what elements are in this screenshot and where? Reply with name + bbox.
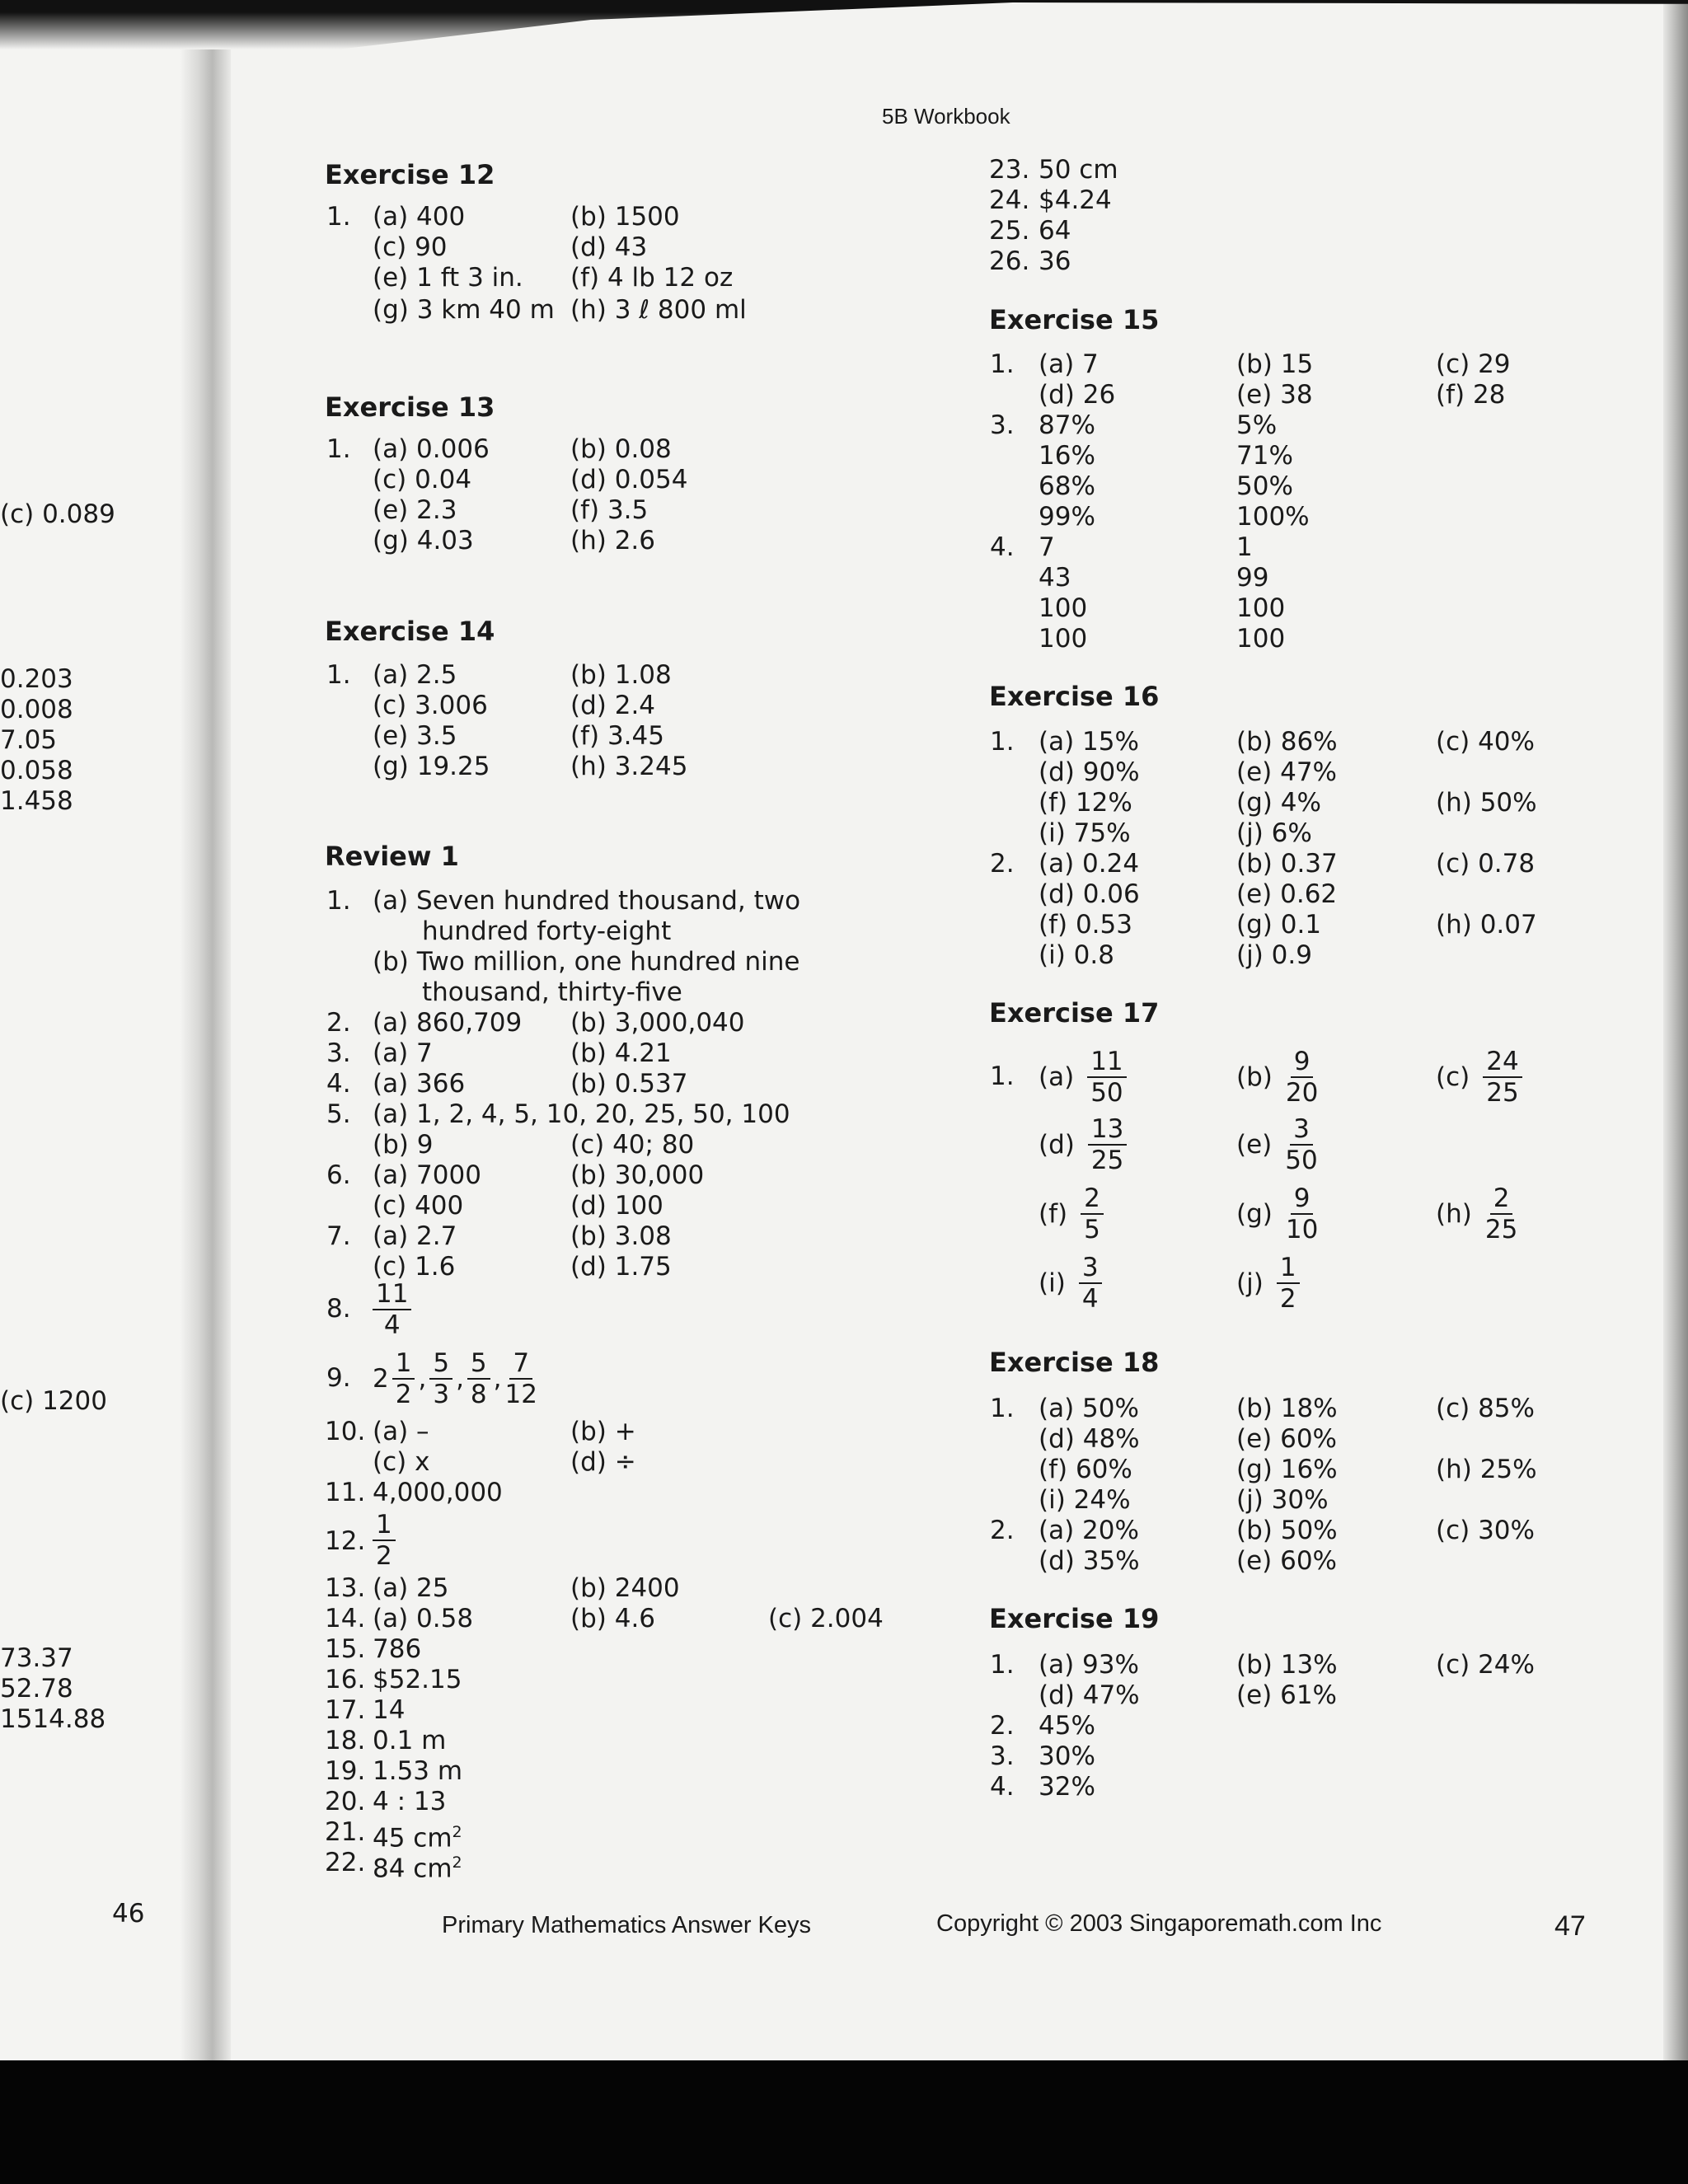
question-number: 14. [325, 1604, 366, 1633]
answer: (e) 60% [1236, 1546, 1338, 1576]
answer: 99 [1236, 563, 1269, 593]
answer: 0.1 m [373, 1726, 447, 1755]
question-number: 4. [990, 1772, 1015, 1802]
answer: 30% [1039, 1741, 1095, 1771]
answer: (e) 60% [1236, 1424, 1338, 1454]
answer: (c) x [373, 1447, 430, 1477]
answer: (a) 7000 [373, 1160, 481, 1190]
answer-value: 84 cm [373, 1854, 452, 1884]
answer: (b) 15 [1236, 349, 1314, 379]
answer: 4,000,000 [373, 1478, 503, 1507]
answer: (e) 3.5 [373, 721, 457, 751]
answer: 50% [1236, 471, 1293, 501]
answer: 16% [1039, 441, 1095, 471]
answer: (c) 24% [1436, 1650, 1535, 1680]
answer: (a) 400 [373, 202, 466, 232]
answer: (d) ÷ [570, 1447, 636, 1477]
part-label: (g) [1236, 1198, 1273, 1229]
answer: (g) 19.25 [373, 752, 490, 781]
fraction [373, 1279, 411, 1340]
answer: 5% [1236, 410, 1278, 440]
answer: (i) 75% [1039, 818, 1131, 848]
answer: (g) 4% [1236, 788, 1321, 818]
question-number: 1. [990, 1394, 1015, 1423]
footer-title: Primary Mathematics Answer Keys [442, 1912, 812, 1938]
part-label: (d) [1039, 1129, 1075, 1160]
question-number: 20. [325, 1787, 366, 1816]
numerator: 3 [1079, 1253, 1102, 1284]
answer: (b) 0.08 [570, 434, 672, 464]
numerator: 5 [429, 1348, 452, 1380]
answer: (a) 860,709 [373, 1008, 523, 1038]
denominator: 25 [1486, 1078, 1519, 1108]
question-number: 11. [325, 1478, 366, 1507]
question-number: 2. [990, 849, 1015, 879]
answer: (e) 2.3 [373, 495, 457, 525]
question-number: 1. [326, 202, 351, 232]
fraction-answer [1236, 1047, 1318, 1108]
answer: (a) 2.7 [373, 1221, 457, 1251]
answer: (b) Two million, one hundred nine [373, 947, 800, 977]
denominator: 10 [1285, 1215, 1319, 1244]
answer: (g) 0.1 [1236, 910, 1322, 940]
answer: 36 [1039, 246, 1071, 276]
answer: (c) 2.004 [768, 1604, 884, 1633]
denominator: 3 [433, 1380, 450, 1409]
part-label: (f) [1039, 1198, 1068, 1229]
answer: (a) 0.58 [373, 1604, 474, 1633]
answer: (a) Seven hundred thousand, two [373, 886, 801, 916]
question-number: 3. [990, 1741, 1015, 1771]
answer: (h) 0.07 [1436, 910, 1537, 940]
exercise-16-heading: Exercise 16 [989, 681, 1160, 712]
whole-number: 2 [373, 1363, 389, 1394]
answer: (d) 0.054 [570, 465, 688, 494]
page-edge-shadow [1663, 0, 1688, 2060]
exercise-17-heading: Exercise 17 [989, 997, 1160, 1029]
answer: (b) 4.6 [570, 1604, 656, 1633]
denominator: 20 [1285, 1078, 1319, 1108]
answer: (j) 30% [1236, 1485, 1329, 1515]
answer: (d) 43 [570, 232, 648, 262]
part-label: (i) [1039, 1268, 1066, 1298]
numerator: 11 [1087, 1047, 1126, 1078]
exercise-13-heading: Exercise 13 [325, 391, 495, 423]
answer: (a) 2.5 [373, 660, 457, 690]
fraction [373, 1510, 396, 1571]
numerator: 5 [467, 1348, 490, 1380]
fraction-answer [1436, 1047, 1522, 1108]
numerator: 1 [373, 1510, 396, 1541]
exercise-15-heading: Exercise 15 [989, 304, 1160, 335]
answer: (e) 61% [1236, 1680, 1338, 1710]
answer: (f) 28 [1436, 380, 1506, 410]
question-number: 2. [990, 1516, 1015, 1545]
question-number: 1. [990, 727, 1015, 757]
numerator: 1 [392, 1348, 415, 1380]
answer: (a) 366 [373, 1069, 466, 1099]
fraction-answer [1236, 1183, 1318, 1244]
numerator: 1 [1277, 1253, 1300, 1284]
question-number: 12. [325, 1526, 366, 1556]
question-number: 18. [325, 1726, 366, 1755]
question-number: 9. [326, 1363, 351, 1393]
fraction-answer [1436, 1183, 1517, 1244]
question-number: 2. [326, 1008, 351, 1038]
question-number: 21. [325, 1817, 366, 1847]
answer: (b) + [570, 1417, 636, 1446]
answer: (d) 48% [1039, 1424, 1140, 1454]
answer: (a) 93% [1039, 1650, 1139, 1680]
answer: (d) 0.06 [1039, 879, 1140, 909]
question-number: 24. [989, 185, 1030, 215]
answer: (e) 1 ft 3 in. [373, 263, 523, 293]
denominator: 12 [504, 1380, 537, 1409]
part-label: (j) [1236, 1268, 1264, 1298]
exercise-19-heading: Exercise 19 [989, 1603, 1160, 1634]
question-number: 2. [990, 1711, 1015, 1741]
part-label: (b) [1236, 1062, 1273, 1092]
answer: (b) 9 [373, 1130, 434, 1160]
question-number: 10. [325, 1417, 366, 1446]
answer: 64 [1039, 216, 1071, 246]
prev-page-number: 46 [112, 1899, 145, 1929]
question-number: 17. [325, 1695, 366, 1725]
exercise-14-heading: Exercise 14 [325, 616, 495, 647]
answer: (d) 90% [1039, 757, 1140, 787]
answer: (b) 13% [1236, 1650, 1338, 1680]
question-number: 22. [325, 1848, 366, 1877]
answer: thousand, thirty-five [422, 977, 682, 1007]
fraction-answer [1236, 1253, 1300, 1314]
denominator: 2 [395, 1380, 412, 1409]
numerator: 9 [1291, 1047, 1314, 1078]
answer: 32% [1039, 1772, 1095, 1802]
question-number: 4. [990, 532, 1015, 562]
answer: (j) 0.9 [1236, 940, 1312, 970]
answer: (d) 35% [1039, 1546, 1140, 1576]
denominator: 2 [1279, 1284, 1296, 1314]
answer: (d) 100 [570, 1191, 663, 1221]
answer: (a) 7 [1039, 349, 1099, 379]
answer: (a) 0.006 [373, 434, 490, 464]
page-number: 47 [1554, 1910, 1586, 1942]
answer: (b) 50% [1236, 1516, 1338, 1545]
question-number: 25. [989, 216, 1030, 246]
prev-page-fragment: 0.058 [0, 756, 73, 785]
exponent: 2 [452, 1854, 462, 1872]
answer: 100 [1236, 593, 1286, 623]
denominator: 8 [470, 1380, 487, 1409]
answer: 87% [1039, 410, 1095, 440]
answer: 4 : 13 [373, 1787, 447, 1816]
separator: , [456, 1363, 464, 1394]
answer: (b) 18% [1236, 1394, 1338, 1423]
question-number: 1. [990, 349, 1015, 379]
numerator: 9 [1291, 1183, 1314, 1215]
question-number: 1. [326, 886, 351, 916]
answer: (b) 3.08 [570, 1221, 672, 1251]
answer: (c) 40% [1436, 727, 1535, 757]
numerator: 7 [509, 1348, 532, 1380]
answer: 14 [373, 1695, 406, 1725]
answer: (a) 1, 2, 4, 5, 10, 20, 25, 50, 100 [373, 1099, 790, 1129]
prev-page-fragment: 7.05 [0, 725, 58, 755]
answer: (b) 0.37 [1236, 849, 1338, 879]
answer: (c) 1.6 [373, 1252, 456, 1282]
answer: (c) 30% [1436, 1516, 1535, 1545]
answer: (e) 47% [1236, 757, 1338, 787]
answer: (g) 4.03 [373, 526, 474, 555]
answer: (b) 1.08 [570, 660, 672, 690]
numerator: 24 [1483, 1047, 1522, 1078]
question-number: 15. [325, 1634, 366, 1664]
answer: 99% [1039, 502, 1095, 532]
answer: (d) 1.75 [570, 1252, 672, 1282]
answer: (b) 4.21 [570, 1038, 672, 1068]
answer: (e) 0.62 [1236, 879, 1338, 909]
question-number: 23. [989, 155, 1030, 185]
denominator: 5 [1084, 1215, 1100, 1244]
footer-copyright: Copyright © 2003 Singaporemath.com Inc [936, 1910, 1382, 1937]
answer: (f) 3.5 [570, 495, 649, 525]
answer: (h) 3 ℓ 800 ml [570, 295, 747, 325]
fraction-answer [1039, 1114, 1127, 1175]
denominator: 2 [376, 1541, 392, 1571]
answer: (d) 2.4 [570, 691, 656, 720]
answer: 1 [1236, 532, 1253, 562]
answer: 100% [1236, 502, 1310, 532]
prev-page-fragment: 1514.88 [0, 1704, 106, 1734]
question-number: 19. [325, 1756, 366, 1786]
answer: (f) 3.45 [570, 721, 664, 751]
numerator: 2 [1081, 1183, 1104, 1215]
answer: (b) 0.537 [570, 1069, 688, 1099]
answer: (j) 6% [1236, 818, 1312, 848]
previous-page-margin [0, 0, 231, 2060]
question-number: 13. [325, 1573, 366, 1603]
answer: (a) 7 [373, 1038, 433, 1068]
answer: (c) 85% [1436, 1394, 1535, 1423]
part-label: (h) [1436, 1198, 1472, 1229]
answer: (f) 4 lb 12 oz [570, 263, 734, 293]
answer: (h) 3.245 [570, 752, 688, 781]
answer: (b) 1500 [570, 202, 680, 232]
question-number: 3. [990, 410, 1015, 440]
answer: (a) 50% [1039, 1394, 1139, 1423]
fraction-answer [1039, 1253, 1102, 1314]
answer: $4.24 [1039, 185, 1112, 215]
question-number: 4. [326, 1069, 351, 1099]
answer: (a) 15% [1039, 727, 1139, 757]
denominator: 50 [1285, 1146, 1318, 1175]
answer: (a) 25 [373, 1573, 449, 1603]
answer: (f) 60% [1039, 1455, 1132, 1484]
answer-value: 45 cm [373, 1823, 452, 1854]
answer: 45% [1039, 1711, 1095, 1741]
answer: 68% [1039, 471, 1095, 501]
fraction-list [373, 1348, 537, 1409]
fraction-answer [1039, 1047, 1127, 1108]
answer: (c) 3.006 [373, 691, 488, 720]
question-number: 1. [990, 1650, 1015, 1680]
denominator: 25 [1090, 1146, 1124, 1175]
question-number: 1. [990, 1062, 1015, 1091]
numerator: 13 [1088, 1114, 1127, 1146]
denominator: 25 [1484, 1215, 1518, 1244]
answer: (f) 0.53 [1039, 910, 1132, 940]
prev-page-fragment: (c) 0.089 [0, 499, 115, 529]
answer: (c) 90 [373, 232, 448, 262]
question-number: 16. [325, 1665, 366, 1694]
answer: (a) 0.24 [1039, 849, 1140, 879]
question-number: 8. [326, 1294, 351, 1324]
answer: (b) 3,000,040 [570, 1008, 745, 1038]
answer: (a) 20% [1039, 1516, 1139, 1545]
part-label: (c) [1436, 1062, 1470, 1092]
prev-page-fragment: 1.458 [0, 786, 73, 816]
answer: (f) 12% [1039, 788, 1132, 818]
answer: 43 [1039, 563, 1071, 593]
answer: (g) 16% [1236, 1455, 1338, 1484]
top-shadow [0, 0, 1688, 49]
answer: $52.15 [373, 1665, 462, 1694]
answer: 7 [1039, 532, 1055, 562]
answer: (i) 0.8 [1039, 940, 1114, 970]
answer: 71% [1236, 441, 1293, 471]
part-label: (a) [1039, 1062, 1075, 1092]
answer: 100 [1039, 624, 1088, 654]
prev-page-fragment: (c) 1200 [0, 1386, 107, 1416]
answer: (c) 0.04 [373, 465, 472, 494]
denominator: 4 [383, 1310, 401, 1340]
page-header-title: 5B Workbook [882, 104, 1010, 129]
answer: (e) 38 [1236, 380, 1313, 410]
answer: (c) 29 [1436, 349, 1511, 379]
answer: (h) 25% [1436, 1455, 1537, 1484]
question-number: 3. [326, 1038, 351, 1068]
answer: 50 cm [1039, 155, 1118, 185]
answer: (h) 2.6 [570, 526, 655, 555]
denominator: 4 [1081, 1284, 1099, 1314]
answer: 786 [373, 1634, 422, 1664]
denominator: 50 [1090, 1078, 1123, 1108]
answer: (a) – [373, 1417, 429, 1446]
answer: (c) 40; 80 [570, 1130, 695, 1160]
answer: (d) 26 [1039, 380, 1116, 410]
answer [373, 1848, 462, 1884]
exercise-18-heading: Exercise 18 [989, 1347, 1160, 1378]
answer: hundred forty-eight [422, 916, 672, 946]
answer: (i) 24% [1039, 1485, 1131, 1515]
question-number: 6. [326, 1160, 351, 1190]
numerator: 3 [1290, 1114, 1313, 1146]
question-number: 26. [989, 246, 1030, 276]
prev-page-fragment: 0.008 [0, 695, 73, 724]
exponent: 2 [452, 1823, 462, 1841]
question-number: 7. [326, 1221, 351, 1251]
answer: (h) 50% [1436, 788, 1537, 818]
answer: 100 [1039, 593, 1088, 623]
question-number: 1. [326, 434, 351, 464]
prev-page-fragment: 52.78 [0, 1674, 73, 1704]
answer: 100 [1236, 624, 1286, 654]
review-1-heading: Review 1 [325, 841, 459, 872]
answer: (c) 0.78 [1436, 849, 1536, 879]
fraction-answer [1039, 1183, 1104, 1244]
part-label: (e) [1236, 1129, 1273, 1160]
answer: (b) 30,000 [570, 1160, 705, 1190]
numerator: 11 [373, 1279, 411, 1310]
exercise-12-heading: Exercise 12 [325, 159, 495, 190]
answer: (c) 400 [373, 1191, 464, 1221]
prev-page-fragment: 0.203 [0, 664, 73, 694]
answer: (b) 2400 [570, 1573, 680, 1603]
question-number: 1. [326, 660, 351, 690]
fraction-answer [1236, 1114, 1318, 1175]
answer: (d) 47% [1039, 1680, 1140, 1710]
answer: (b) 86% [1236, 727, 1338, 757]
answer: 1.53 m [373, 1756, 463, 1786]
numerator: 2 [1490, 1183, 1513, 1215]
answer: (g) 3 km 40 m [373, 295, 555, 325]
question-number: 5. [326, 1099, 351, 1129]
prev-page-fragment: 73.37 [0, 1643, 73, 1673]
separator: , [493, 1363, 502, 1394]
separator: , [418, 1363, 427, 1394]
